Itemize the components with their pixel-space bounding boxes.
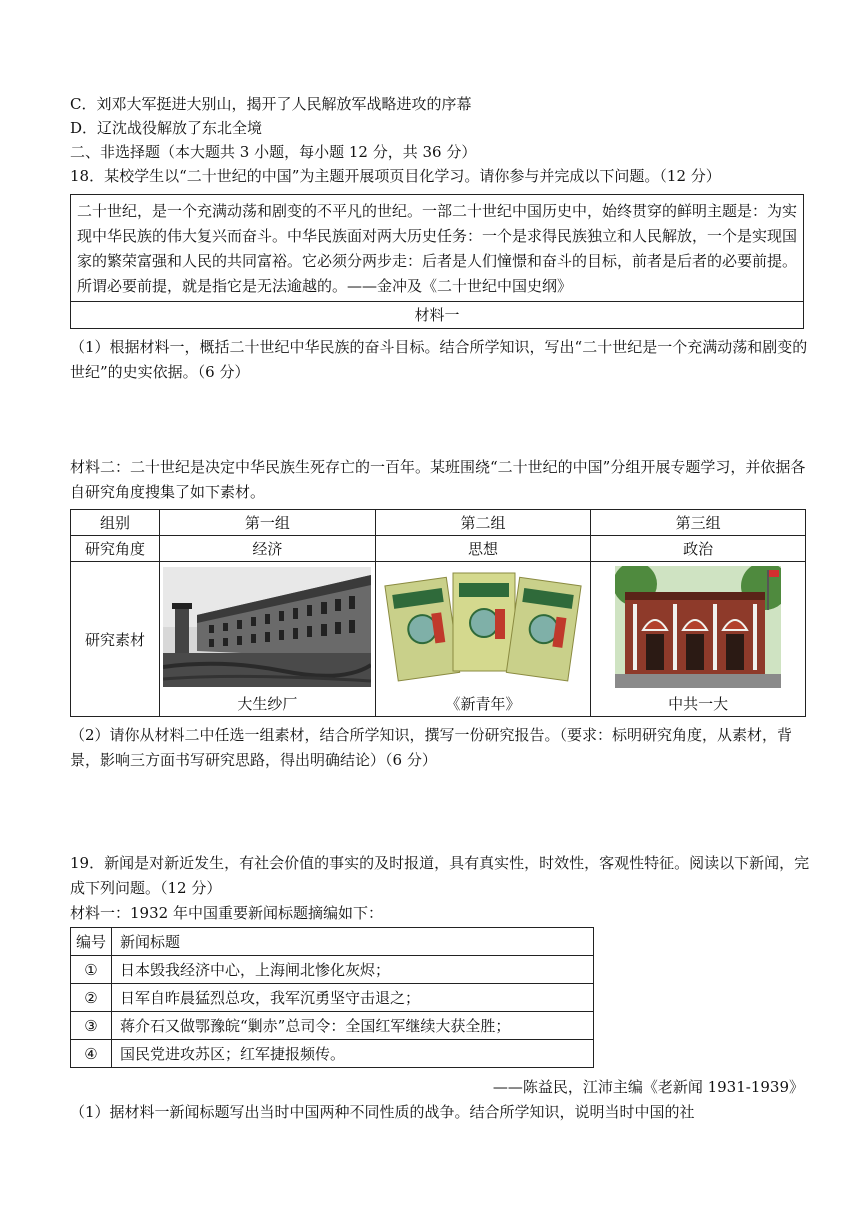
first-congress-site-photo (615, 566, 781, 688)
material-1-caption: 材料一 (71, 301, 803, 328)
q19-material-1-intro: 材料一：1932 年中国重要新闻标题摘编如下： (70, 904, 383, 922)
row-label: 研究角度 (71, 536, 160, 562)
dasheng-mill-photo (163, 567, 371, 687)
material-1-box (70, 194, 804, 329)
table-row (71, 1040, 594, 1068)
angle-cell: 思想 (375, 536, 591, 562)
row-label: 研究素材 (71, 562, 160, 717)
material-cell-congress (591, 562, 806, 717)
section-heading: 二、非选择题（本大题共 3 小题，每小题 12 分，共 36 分） (70, 143, 477, 161)
new-youth-magazine-photo (383, 567, 583, 687)
material-cell-magazine (375, 562, 591, 717)
material-2-intro: 材料二：二十世纪是决定中华民族生死存亡的一百年。某班围绕“二十世纪的中国”分组开展专题学习，并依据各自研究角度搜集了如下素材。 (70, 458, 806, 501)
news-num: ① (71, 956, 112, 984)
q19-stem: 19．新闻是对新近发生，有社会价值的事实的及时报道，具有真实性，时效性，客观性特征。阅读以下新闻，完成下列问题。（12 分） (70, 854, 810, 897)
material-1-text: 二十世纪，是一个充满动荡和剧变的不平凡的世纪。一部二十世纪中国历史中，始终贯穿的鲜明主题是：为实现中华民族的伟大复兴而奋斗。中华民族面对两大历史任务：一个是求得民族独立和人民解放，一个是实现国家的繁荣富强和人民的共同富裕。它必须分两步走：后者是人们憧憬和奋斗的目标，前者是后者的必要前提。所谓必要前提，就是指它是无法逾越的。——金冲及《二十世纪中国史纲》 (77, 202, 798, 295)
angle-cell: 经济 (159, 536, 375, 562)
table-row (71, 562, 806, 717)
news-header-num: 编号 (71, 928, 112, 956)
news-title: 日军自昨晨猛烈总攻，我军沉勇坚守击退之； (112, 984, 594, 1012)
news-table (70, 927, 594, 1068)
table-row (71, 956, 594, 984)
row-label: 组别 (71, 510, 160, 536)
caption-congress: 中共一大 (668, 695, 729, 713)
table-row (71, 536, 806, 562)
q18-stem: 18．某校学生以“二十世纪的中国”为主题开展项页目化学习。请你参与并完成以下问题。（12 分） (70, 167, 721, 185)
material-2-table (70, 509, 806, 717)
group-header: 第一组 (159, 510, 375, 536)
material-cell-factory (159, 562, 375, 717)
news-title: 日本毁我经济中心，上海闸北惨化灰烬； (112, 956, 594, 984)
caption-factory: 大生纱厂 (237, 695, 298, 713)
q19-sub1: （1）据材料一新闻标题写出当时中国两种不同性质的战争。结合所学知识，说明当时中国的社 (70, 1103, 695, 1121)
table-row (71, 928, 594, 956)
caption-magazine: 《新青年》 (445, 695, 521, 713)
news-num: ③ (71, 1012, 112, 1040)
group-header: 第二组 (375, 510, 591, 536)
option-d: D．辽沈战役解放了东北全境 (70, 119, 263, 137)
news-num: ② (71, 984, 112, 1012)
option-c: C．刘邓大军挺进大别山，揭开了人民解放军战略进攻的序幕 (70, 95, 472, 113)
table-row (71, 984, 594, 1012)
news-num: ④ (71, 1040, 112, 1068)
news-source: ——陈益民，江沛主编《老新闻 1931-1939》 (492, 1078, 804, 1096)
q18-sub1: （1）根据材料一，概括二十世纪中华民族的奋斗目标。结合所学知识，写出“二十世纪是一个充满动荡和剧变的世纪”的史实依据。（6 分） (70, 338, 808, 381)
news-header-title: 新闻标题 (112, 928, 594, 956)
table-row (71, 1012, 594, 1040)
news-title: 蒋介石又做鄂豫皖“剿赤”总司令：全国红军继续大获全胜； (112, 1012, 594, 1040)
angle-cell: 政治 (591, 536, 806, 562)
table-row (71, 510, 806, 536)
exam-page (70, 92, 810, 1124)
group-header: 第三组 (591, 510, 806, 536)
q18-sub2: （2）请你从材料二中任选一组素材，结合所学知识，撰写一份研究报告。（要求：标明研究角度，从素材，背景，影响三方面书写研究思路，得出明确结论）（6 分） (70, 726, 793, 769)
news-title: 国民党进攻苏区；红军捷报频传。 (112, 1040, 594, 1068)
